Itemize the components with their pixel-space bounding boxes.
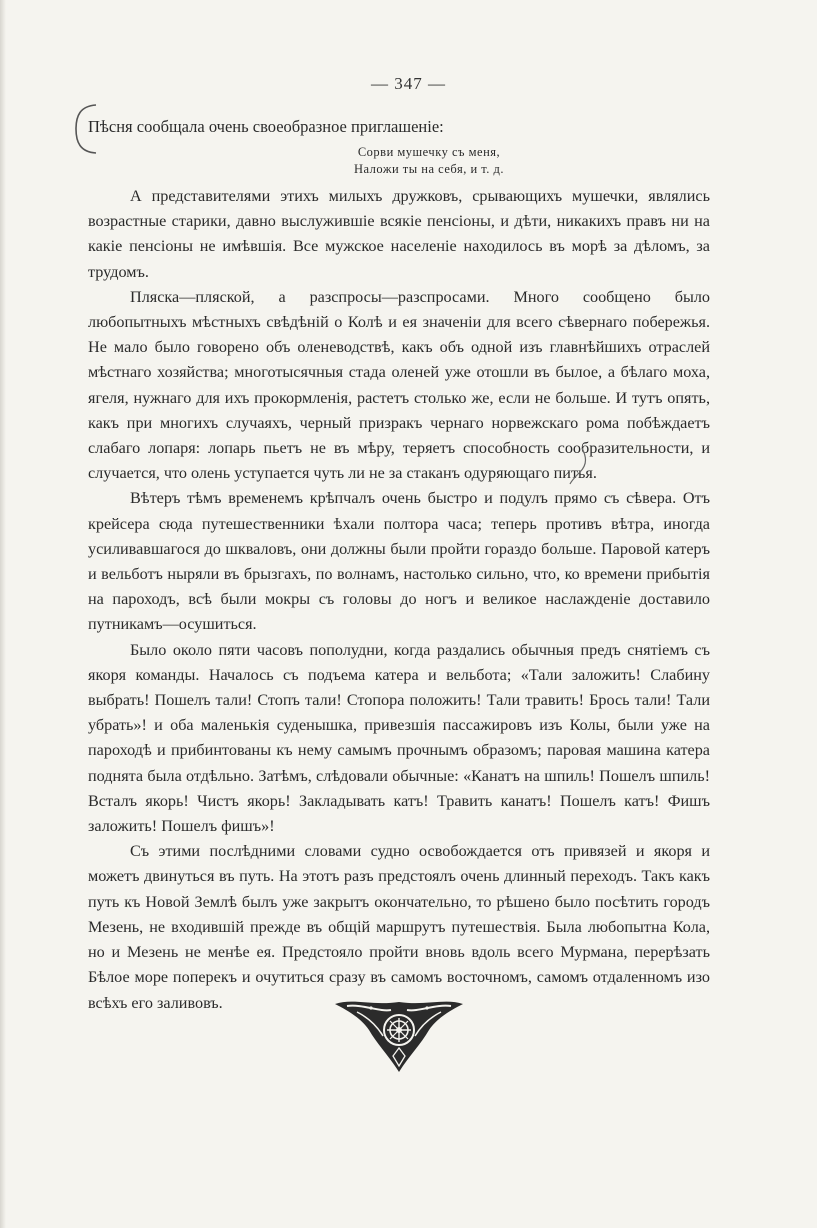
paragraph: Вѣтеръ тѣмъ временемъ крѣпчалъ очень быстро и подулъ прямо съ сѣвера. Отъ крейсера сюда путешественники ѣхали полтора часа; теперь противъ вѣтра, иногда усиливавшагося до шкваловъ, они должны были пройти гораздо больше. Паровой катеръ и вельботъ ныряли въ брызгахъ, по волнамъ, настолько сильно, что, ко времени прибытія на пароходъ, всѣ были мокры съ головы до ногъ и великое наслажденіе доставило путникамъ—осушиться. xyxy=(88,489,710,634)
paragraph: А представителями этихъ милыхъ дружковъ, срывающихъ мушечки, являлись возрастные старики, давно выслужившіе всякіе пенсіоны, и дѣти, никакихъ правъ ни на какіе пенсіоны не имѣвшія. Все мужское населеніе находилось въ морѣ за дѣломъ, за трудомъ. xyxy=(88,187,710,281)
verse-line: Сорви мушечку съ меня, xyxy=(357,145,501,159)
song-verse xyxy=(88,144,710,178)
page-edge-shadow xyxy=(0,0,6,1228)
opening-line: Пѣсня сообщала очень своеобразное приглашеніе: xyxy=(88,117,444,136)
paragraph: Пляска—пляской, а разспросы—разспросами. Много сообщено было любопытныхъ мѣстныхъ свѣдѣній о Колѣ и ея значеніи для всего сѣвернаго побережья. Не мало было говорено объ оленеводствѣ, какъ объ одной изъ главнѣйшихъ отраслей мѣстнаго хозяйства; многотысячныя стада оленей уже отошли въ былое, а бѣлаго моха, ягеля, нужнаго для ихъ прокормленія, растетъ столько же, если не больше. И тутъ опять, какъ при многихъ случаяхъ, черный призракъ чернаго норвежскаго рома побѣждаетъ слабаго лопаря: лопарь пьетъ не въ мѣру, теряетъ способность сообразительности, и случается, что олень уступается чуть ли не за стаканъ одуряющаго питья. xyxy=(88,287,710,483)
verse-line: Наложи ты на себя, и т. д. xyxy=(353,162,505,176)
paragraph: Было около пяти часовъ пополудни, когда раздались обычныя предъ снятіемъ съ якоря команды. Началось съ подъема катера и вельбота; «Тали заложить! Слабину выбрать! Пошелъ тали! Стопъ тали! Стопора положить! Тали травить! Брось тали! Тали убрать»! и оба маленькія суденышка, привезшія пассажировъ изъ Колы, были уже на пароходѣ и прибинтованы къ нему самымъ прочнымъ образомъ; паровая машина катера поднята была отдѣльно. Затѣмъ, слѣдовали обычные: «Канатъ на шпиль! Пошелъ шпиль! Всталъ якорь! Чистъ якорь! Закладывать катъ! Травить канатъ! Пошелъ катъ! Фишъ заложить! Пошелъ фишъ»! xyxy=(88,640,710,836)
text-body xyxy=(88,114,710,1016)
page-number: — 347 — xyxy=(371,74,446,93)
ornament-tailpiece xyxy=(333,996,465,1074)
pencil-margin-mark xyxy=(566,446,592,486)
paragraph: Съ этими послѣдними словами судно освобождается отъ привязей и якоря и можетъ двинуться въ путь. На этотъ разъ предстоялъ очень длинный переходъ. Такъ какъ путь къ Новой Землѣ былъ уже закрытъ окончательно, то рѣшено было посѣтить городъ Мезень, не входившій прежде въ общій маршрутъ путешествія. Была любопытна Кола, но и Мезень не менѣе ея. Предстояло пройти вновь вдоль всего Мурмана, перерѣзать Бѣлое море поперекъ и очутиться сразу въ самомъ восточномъ, самомъ отдаленномъ изо всѣхъ его заливовъ. xyxy=(88,842,710,1012)
